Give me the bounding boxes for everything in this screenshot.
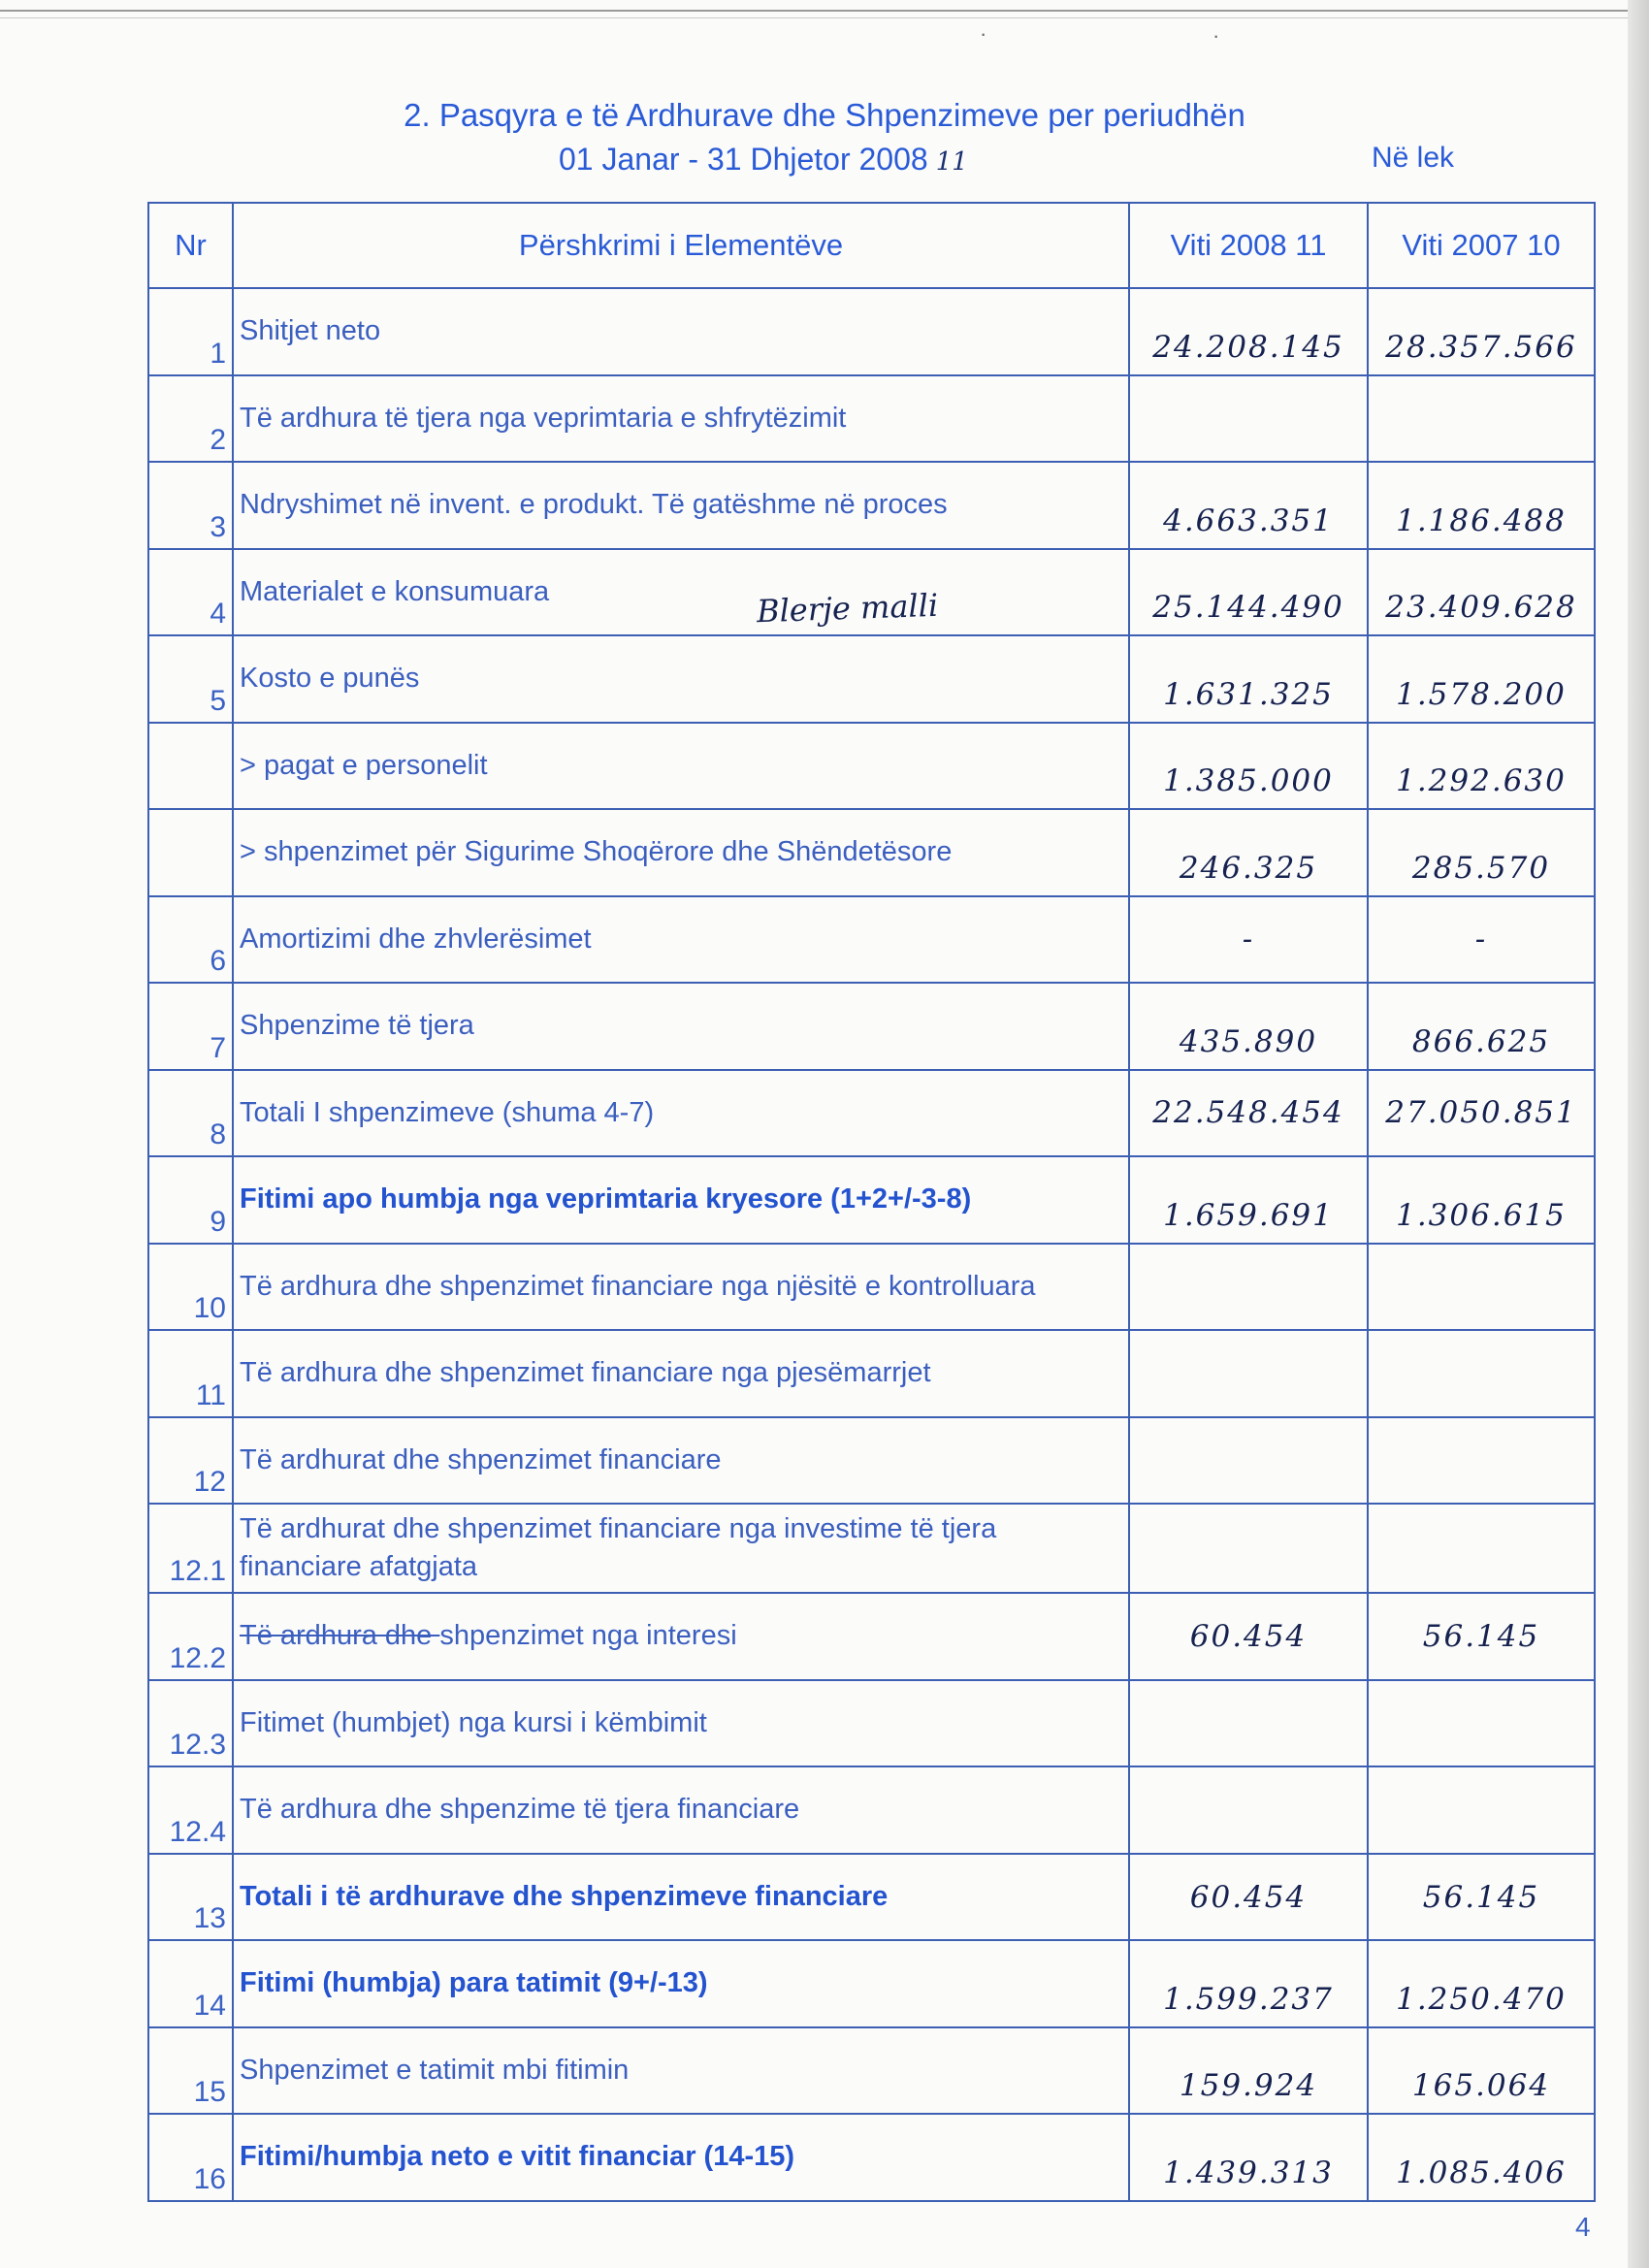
row-value-year-b: 28.357.566 [1368,288,1595,375]
row-value-year-b: 285.570 [1368,809,1595,896]
row-description: Shpenzime të tjera [233,983,1129,1070]
row-description: Shitjet neto [233,288,1129,375]
row-value-year-b [1368,1330,1595,1417]
row-description: Materialet e konsumuara [233,549,1129,636]
row-value-year-a: 60.454 [1129,1593,1368,1680]
row-value-year-b: - [1368,896,1595,984]
header-description: Përshkrimi i Elementëve [233,203,1129,288]
row-value-year-a [1129,1330,1368,1417]
table-row [148,1766,1595,1854]
header-year-b: Viti 2007 10 [1368,203,1595,288]
row-value-year-a: - [1129,896,1368,984]
row-nr: 16 [148,2114,233,2201]
income-statement-table [147,202,1596,2202]
row-nr: 13 [148,1854,233,1941]
row-value-year-a [1129,1680,1368,1767]
row-value-year-a: 24.208.145 [1129,288,1368,375]
row-value-year-b [1368,1680,1595,1767]
row-value-year-b: 1.306.615 [1368,1156,1595,1244]
page-number: 4 [1575,2212,1591,2242]
row-description: Të ardhurat dhe shpenzimet financiare [233,1417,1129,1505]
row-nr: 8 [148,1070,233,1157]
row-nr: 14 [148,1940,233,2027]
row-value-year-a [1129,1504,1368,1593]
row-nr: 6 [148,896,233,984]
row-value-year-a: 60.454 [1129,1854,1368,1941]
document-title: 2. Pasqyra e të Ardhurave dhe Shpenzimeve per periudhën [404,97,1245,133]
table-row [148,1680,1595,1767]
row-value-year-a: 1.599.237 [1129,1940,1368,2027]
handwritten-annotation: Blerje malli [756,586,939,631]
table-row [148,1156,1595,1244]
row-description: Të ardhura dhe shpenzimet financiare nga njësitë e kontrolluara [233,1244,1129,1331]
row-nr: 11 [148,1330,233,1417]
row-value-year-a [1129,375,1368,463]
header-year-a: Viti 2008 11 [1129,203,1368,288]
table-row [148,1940,1595,2027]
row-value-year-b [1368,1504,1595,1593]
row-nr: 15 [148,2027,233,2115]
row-nr: 10 [148,1244,233,1331]
row-value-year-b [1368,1417,1595,1505]
row-value-year-b: 165.064 [1368,2027,1595,2115]
row-value-year-a: 4.663.351 [1129,462,1368,549]
row-nr: 4 [148,549,233,636]
scan-shadow [1628,0,1649,2268]
row-value-year-a [1129,1766,1368,1854]
table-row [148,1330,1595,1417]
row-value-year-b: 1.578.200 [1368,635,1595,723]
table-row [148,723,1595,810]
row-value-year-a: 246.325 [1129,809,1368,896]
table-row [148,1593,1595,1680]
row-nr [148,723,233,810]
row-nr: 7 [148,983,233,1070]
table-row [148,462,1595,549]
row-description-text: shpenzimet nga interesi [439,1620,737,1652]
row-value-year-b: 23.409.628 [1368,549,1595,636]
row-description [233,1593,1129,1680]
row-value-year-b: 866.625 [1368,983,1595,1070]
row-description: Të ardhurat dhe shpenzimet financiare nga investime të tjera financiare afatgjata [233,1504,1129,1593]
row-nr: 12 [148,1417,233,1505]
row-nr: 12.3 [148,1680,233,1767]
row-description: Të ardhura dhe shpenzimet financiare nga pjesëmarrjet [233,1330,1129,1417]
currency-note: Në lek [1372,142,1455,174]
row-nr: 9 [148,1156,233,1244]
row-description: Totali i të ardhurave dhe shpenzimeve financiare [233,1854,1129,1941]
table-row [148,2027,1595,2115]
table-row [148,896,1595,984]
table-row [148,1504,1595,1593]
period-correction: 11 [935,147,968,177]
row-nr: 5 [148,635,233,723]
scan-speck: · [1212,23,1220,48]
table-row [148,1244,1595,1331]
row-description: Të ardhura dhe shpenzime të tjera financiare [233,1766,1129,1854]
row-value-year-a: 159.924 [1129,2027,1368,2115]
struck-text: Të ardhura dhe [240,1620,440,1652]
table-row [148,2114,1595,2201]
row-value-year-a [1129,1417,1368,1505]
row-nr: 12.4 [148,1766,233,1854]
row-value-year-b: 1.085.406 [1368,2114,1595,2201]
row-value-year-b: 1.250.470 [1368,1940,1595,2027]
row-value-year-a: 1.659.691 [1129,1156,1368,1244]
row-nr: 1 [148,288,233,375]
row-value-year-a [1129,1244,1368,1331]
table-row [148,1417,1595,1505]
row-nr: 12.1 [148,1504,233,1593]
scan-edge-line-secondary [0,17,1649,18]
row-description: Shpenzimet e tatimit mbi fitimin [233,2027,1129,2115]
row-value-year-b: 1.186.488 [1368,462,1595,549]
row-description: Fitimi/humbja neto e vitit financiar (14-15) [233,2114,1129,2201]
row-value-year-b: 1.292.630 [1368,723,1595,810]
row-value-year-a: 25.144.490 [1129,549,1368,636]
row-value-year-b: 56.145 [1368,1593,1595,1680]
table-row [148,809,1595,896]
row-description: Kosto e punës [233,635,1129,723]
row-description: Ndryshimet në invent. e produkt. Të gatëshme në proces [233,462,1129,549]
row-value-year-a: 1.631.325 [1129,635,1368,723]
row-nr: 3 [148,462,233,549]
row-description: Totali I shpenzimeve (shuma 4-7) [233,1070,1129,1157]
header-nr: Nr [148,203,233,288]
table-row [148,635,1595,723]
row-nr: 12.2 [148,1593,233,1680]
table-row [148,288,1595,375]
row-nr: 2 [148,375,233,463]
row-description: Fitimi apo humbja nga veprimtaria kryesore (1+2+/-3-8) [233,1156,1129,1244]
row-value-year-b: 27.050.851 [1368,1070,1595,1157]
table-row [148,1854,1595,1941]
row-value-year-b [1368,375,1595,463]
row-value-year-b [1368,1244,1595,1331]
row-description: Fitimet (humbjet) nga kursi i këmbimit [233,1680,1129,1767]
scan-speck: · [980,21,987,46]
table-header-row [148,203,1595,288]
row-description: Amortizimi dhe zhvlerësimet [233,896,1129,984]
row-value-year-a: 22.548.454 [1129,1070,1368,1157]
row-description: > pagat e personelit [233,723,1129,810]
row-description: Të ardhura të tjera nga veprimtaria e shfrytëzimit [233,375,1129,463]
row-value-year-a: 1.385.000 [1129,723,1368,810]
row-description: Fitimi (humbja) para tatimit (9+/-13) [233,1940,1129,2027]
row-description: > shpenzimet për Sigurime Shoqërore dhe Shëndetësore [233,809,1129,896]
table-row [148,1070,1595,1157]
table-row [148,983,1595,1070]
row-value-year-a: 1.439.313 [1129,2114,1368,2201]
scan-edge-line [0,10,1649,12]
document-period: 01 Janar - 31 Dhjetor 2008 11 [559,142,968,177]
row-value-year-a: 435.890 [1129,983,1368,1070]
row-value-year-b [1368,1766,1595,1854]
row-value-year-b: 56.145 [1368,1854,1595,1941]
table-row [148,375,1595,463]
row-nr [148,809,233,896]
